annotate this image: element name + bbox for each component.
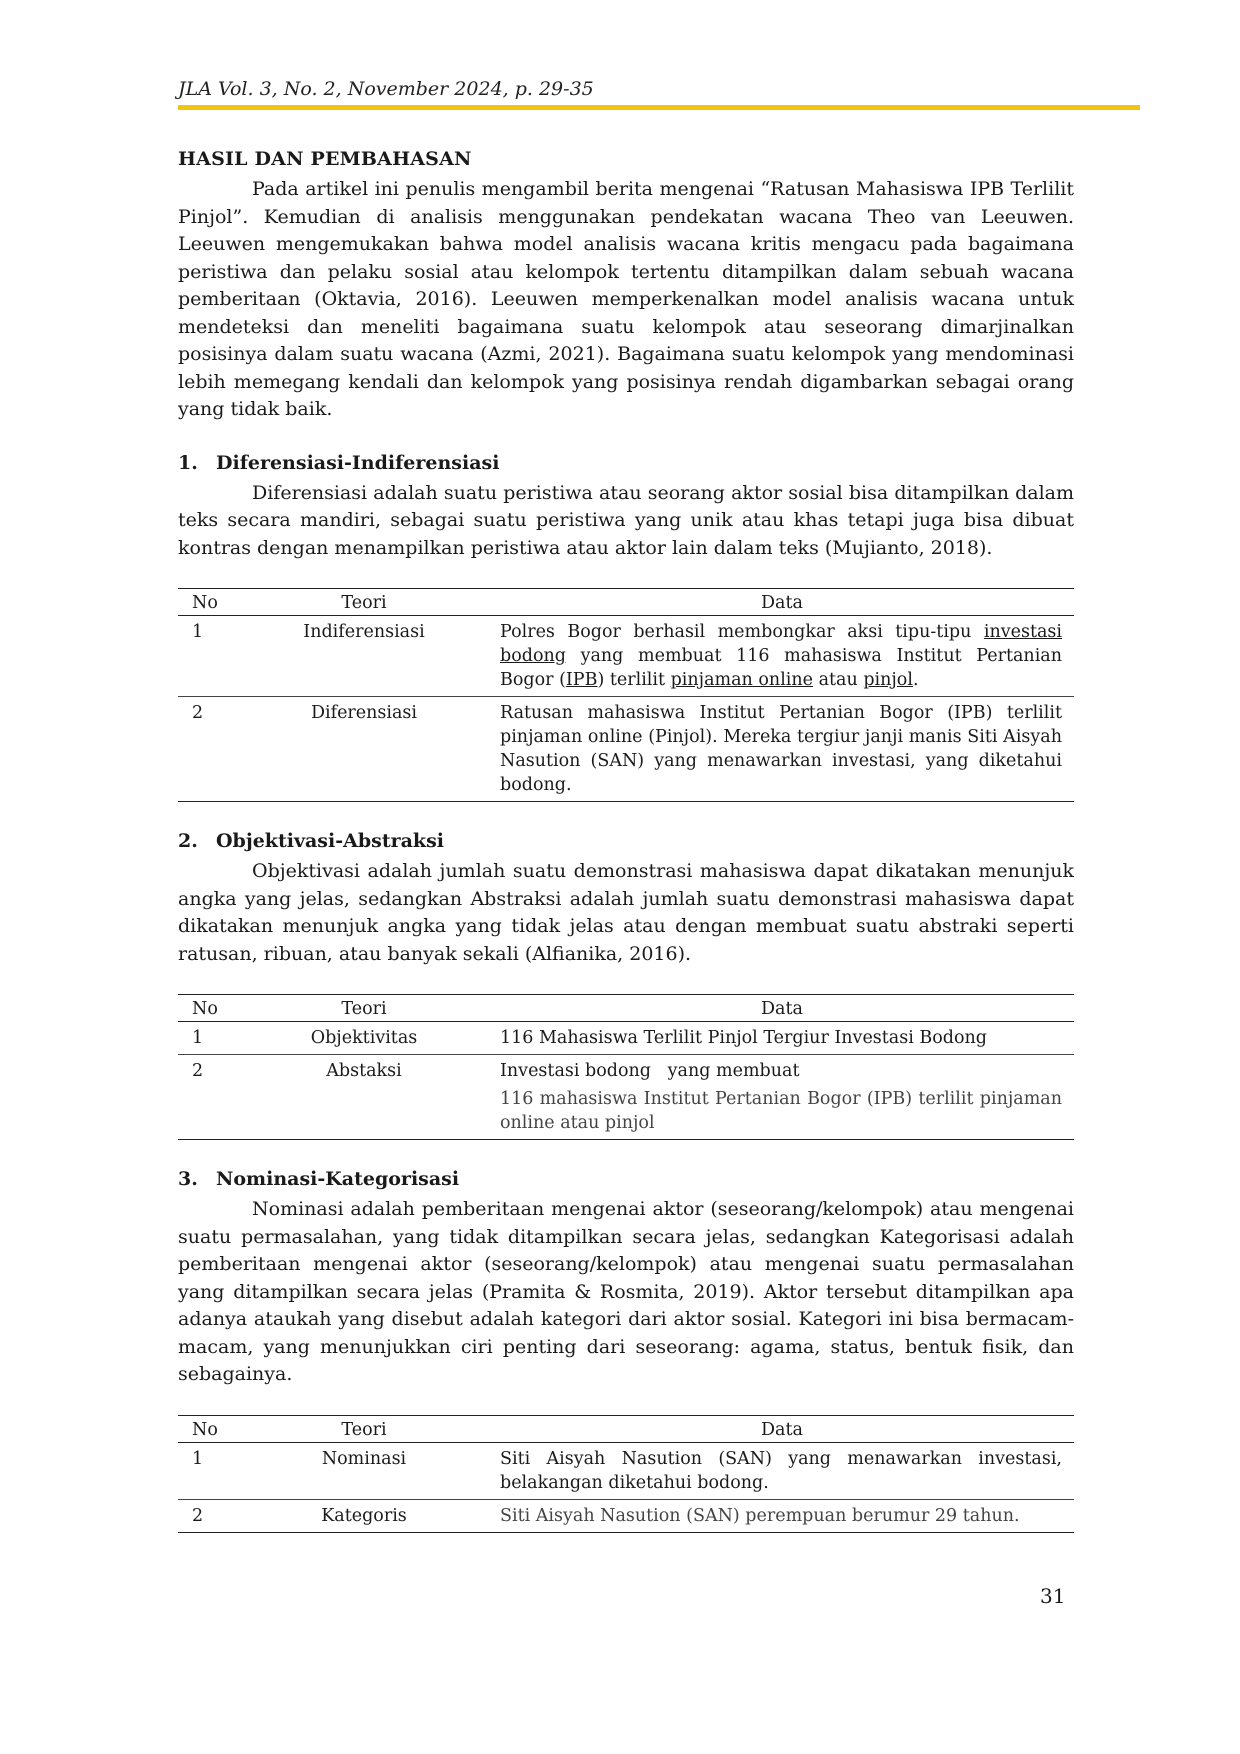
underlined-term: IPB	[565, 670, 598, 690]
cell-teori: Indiferensiasi	[238, 616, 490, 697]
subsection-heading	[178, 452, 1074, 474]
underlined-term: investasi bodong	[500, 622, 1062, 666]
cell-no: 2	[178, 1499, 238, 1532]
cell-teori: Nominasi	[238, 1442, 490, 1499]
subsection-3	[178, 1168, 1074, 1533]
cell-no: 2	[178, 1055, 238, 1140]
page-number: 31	[1040, 1584, 1066, 1608]
table-header-row	[178, 589, 1074, 616]
table-row	[178, 697, 1074, 802]
cell-data: 116 Mahasiswa Terlilit Pinjol Tergiur Investasi Bodong	[490, 1022, 1074, 1055]
cell-no: 2	[178, 697, 238, 802]
cell-teori: Kategoris	[238, 1499, 490, 1532]
col-header-no: No	[178, 1415, 238, 1442]
table-row	[178, 616, 1074, 697]
table-row	[178, 1022, 1074, 1055]
data-table-2	[178, 994, 1074, 1140]
subsection-title: Objektivasi-Abstraksi	[216, 830, 445, 852]
data-text: ) terlilit	[597, 670, 671, 690]
subsection-paragraph: Objektivasi adalah jumlah suatu demonstrasi mahasiswa dapat dikatakan menunjuk angka yang jelas, sedangkan Abstraksi adalah jumlah suatu demonstrasi mahasiswa dapat dikatakan menunjuk angka yang tidak jelas atau dengan membuat suatu abstraki seperti ratusan, ribuan, atau banyak sekali (Alfianika, 2016).	[178, 860, 1074, 965]
running-head: JLA Vol. 3, No. 2, November 2024, p. 29-35	[178, 78, 594, 100]
subsection-heading	[178, 830, 1074, 852]
col-header-data: Data	[490, 589, 1074, 616]
main-content	[178, 148, 1074, 1533]
cell-data: Ratusan mahasiswa Institut Pertanian Bogor (IPB) terlilit pinjaman online (Pinjol). Mereka tergiur janji manis Siti Aisyah Nasution (SAN) yang menawarkan investasi, yang diketahui bodong.	[490, 697, 1074, 802]
data-text: atau	[813, 670, 864, 690]
col-header-data: Data	[490, 995, 1074, 1022]
cell-data	[490, 1055, 1074, 1140]
cell-teori: Abstaksi	[238, 1055, 490, 1140]
data-line: Investasi bodong yang membuat	[500, 1061, 800, 1081]
underlined-term: pinjaman online	[670, 670, 814, 690]
cell-teori: Diferensiasi	[238, 697, 490, 802]
cell-no: 1	[178, 1442, 238, 1499]
cell-no: 1	[178, 1022, 238, 1055]
col-header-teori: Teori	[238, 995, 490, 1022]
data-text: Polres Bogor berhasil membongkar aksi tipu-tipu	[500, 622, 984, 642]
col-header-no: No	[178, 995, 238, 1022]
cell-data	[490, 616, 1074, 697]
cell-data: Siti Aisyah Nasution (SAN) perempuan berumur 29 tahun.	[490, 1499, 1074, 1532]
table-row	[178, 1055, 1074, 1140]
subsection-number: 1.	[178, 451, 198, 474]
subsection-2	[178, 830, 1074, 1140]
cell-teori: Objektivitas	[238, 1022, 490, 1055]
data-text: .	[912, 670, 919, 690]
table-header-row	[178, 995, 1074, 1022]
section-title: HASIL DAN PEMBAHASAN	[178, 148, 472, 170]
subsection-number: 2.	[178, 830, 198, 852]
table-row	[178, 1499, 1074, 1532]
underlined-term: pinjol	[863, 670, 913, 690]
subsection-title: Diferensiasi-Indiferensiasi	[216, 451, 500, 474]
col-header-teori: Teori	[238, 1415, 490, 1442]
data-table-1	[178, 588, 1074, 802]
table-header-row	[178, 1415, 1074, 1442]
header-rule	[178, 105, 1140, 110]
subsection-title: Nominasi-Kategorisasi	[216, 1168, 460, 1190]
data-table-3	[178, 1415, 1074, 1533]
cell-data: Siti Aisyah Nasution (SAN) yang menawarkan investasi, belakangan diketahui bodong.	[490, 1442, 1074, 1499]
intro-paragraph: Pada artikel ini penulis mengambil berita mengenai “Ratusan Mahasiswa IPB Terlilit Pinjol”. Kemudian di analisis menggunakan pendekatan wacana Theo van Leeuwen. Leeuwen mengemukakan bahwa model analisis wacana kritis mengacu pada bagaimana peristiwa dan pelaku sosial atau kelompok tertentu ditampilkan dalam sebuah wacana pemberitaan (Oktavia, 2016). Leeuwen memperkenalkan model analisis wacana untuk mendeteksi dan meneliti bagaimana suatu kelompok atau seseorang dimarjinalkan posisinya dalam suatu wacana (Azmi, 2021). Bagaimana suatu kelompok yang mendominasi lebih memegang kendali dan kelompok yang posisinya rendah digambarkan sebagai orang yang tidak baik.	[178, 178, 1074, 420]
col-header-no: No	[178, 589, 238, 616]
subsection-number: 3.	[178, 1168, 198, 1190]
subsection-heading	[178, 1168, 1074, 1190]
subsection-paragraph: Diferensiasi adalah suatu peristiwa atau seorang aktor sosial bisa ditampilkan dalam teks secara mandiri, sebagai suatu peristiwa yang unik atau khas tetapi juga bisa dibuat kontras dengan menampilkan peristiwa atau aktor lain dalam teks (Mujianto, 2018).	[178, 481, 1074, 559]
data-line: 116 mahasiswa Institut Pertanian Bogor (IPB) terlilit pinjaman online atau pinjol	[500, 1089, 1062, 1133]
cell-no: 1	[178, 616, 238, 697]
data-text: yang membuat 116 mahasiswa Institut Pertanian Bogor (	[500, 646, 1062, 690]
col-header-teori: Teori	[238, 589, 490, 616]
table-row	[178, 1442, 1074, 1499]
col-header-data: Data	[490, 1415, 1074, 1442]
subsection-1	[178, 452, 1074, 803]
subsection-paragraph: Nominasi adalah pemberitaan mengenai aktor (seseorang/kelompok) atau mengenai suatu permasalahan, yang tidak ditampilkan secara jelas, sedangkan Kategorisasi adalah pemberitaan mengenai aktor (seseorang/kelompok) atau mengenai suatu permasalahan yang ditampilkan secara jelas (Pramita & Rosmita, 2019). Aktor tersebut ditampilkan apa adanya ataukah yang disebut adalah kategori dari aktor sosial. Kategori ini bisa bermacam-macam, yang menunjukkan ciri penting dari seseorang: agama, status, bentuk fisik, dan sebagainya.	[178, 1198, 1074, 1385]
